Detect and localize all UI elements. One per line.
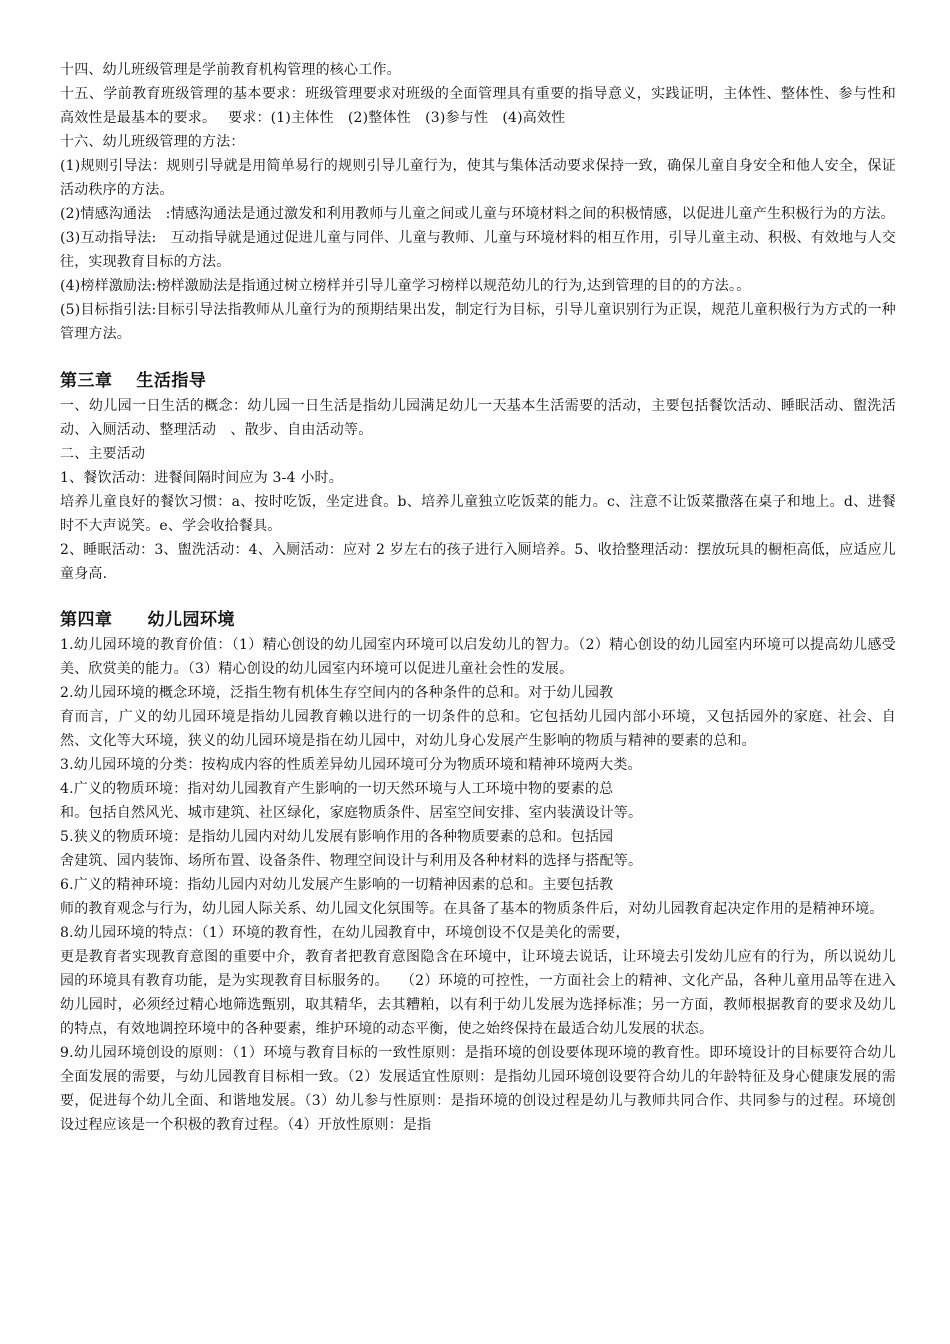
- paragraph: 6.广义的精神环境：指幼儿园内对幼儿发展产生影响的一切精神因素的总和。主要包括教: [60, 877, 614, 893]
- chapter-3-body: [60, 394, 896, 586]
- paragraph: 和。包括自然风光、城市建筑、社区绿化，家庭物质条件、居室空间安排、室内装潢设计等。: [60, 805, 643, 821]
- paragraph: 培养儿童良好的餐饮习惯：a、按时吃饭，坐定进食。b、培养儿童独立吃饭菜的能力。c、注意不让饭菜撒落在桌子和地上。d、进餐时不大声说笑。e、学会收拾餐具。: [60, 494, 896, 534]
- chapter-4-body: [60, 633, 896, 1137]
- paragraph: 更是教育者实现教育意图的重要中介，教育者把教育意图隐含在环境中，让环境去说话，让环境去引发幼儿应有的行为，所以说幼儿园的环境具有教育功能，是为实现教育目标服务的。 （2）环境的可控性，一方面社会上的精神、文化产品，各种儿童用品等在进入幼儿园时，必须经过精心地筛选甄别，取其精华，去其糟粕，以有利于幼儿发展为选择标准；另一方面，教师根据教育的要求及幼儿的特点，有效地调控环境中的各种要素，维护环境的动态平衡，使之始终保持在最适合幼儿发展的状态。: [60, 949, 896, 1037]
- paragraph: 8.幼儿园环境的特点：（1）环境的教育性，在幼儿园教育中，环境创设不仅是美化的需要，: [60, 925, 630, 941]
- paragraph: 5.狭义的物质环境：是指幼儿园内对幼儿发展有影响作用的各种物质要素的总和。包括园: [60, 829, 614, 845]
- section-top: [60, 58, 896, 346]
- chapter-3-title: 第三章 生活指导: [60, 371, 207, 391]
- paragraph: 一、幼儿园一日生活的概念：幼儿园一日生活是指幼儿园满足幼儿一天基本生活需要的活动，主要包括餐饮活动、睡眠活动、盥洗活动、入厕活动、整理活动 、散步、自由活动等。: [60, 398, 896, 438]
- paragraph: 3.幼儿园环境的分类：按构成内容的性质差异幼儿园环境可分为物质环境和精神环境两大类。: [60, 757, 642, 773]
- paragraph: 二、主要活动: [60, 446, 146, 462]
- paragraph: (1)规则引导法：规则引导就是用简单易行的规则引导儿童行为，使其与集体活动要求保持一致，确保儿童自身安全和他人安全，保证活动秩序的方法。: [60, 158, 896, 198]
- paragraph: 师的教育观念与行为，幼儿园人际关系、幼儿园文化氛围等。在具备了基本的物质条件后，对幼儿园教育起决定作用的是精神环境。: [60, 901, 884, 917]
- paragraph: 舍建筑、园内装饰、场所布置、设备条件、物理空间设计与利用及各种材料的选择与搭配等。: [60, 853, 643, 869]
- paragraph: 1、餐饮活动：进餐间隔时间应为 3-4 小时。: [60, 470, 343, 486]
- paragraph: 9.幼儿园环境创设的原则：（1）环境与教育目标的一致性原则：是指环境的创设要体现环境的教育性。即环境设计的目标要符合幼儿全面发展的需要，与幼儿园教育目标相一致。（2）发展适宜性原则：是指幼儿园环境创设要符合幼儿的年龄特征及身心健康发展的需要，促进每个幼儿全面、和谐地发展。（3）幼儿参与性原则：是指环境的创设过程是幼儿与教师共同合作、共同参与的过程。环境创设过程应该是一个积极的教育过程。（4）开放性原则：是指: [60, 1045, 896, 1133]
- paragraph: 2、睡眠活动：3、盥洗活动：4、入厕活动：应对 2 岁左右的孩子进行入厕培养。5、收拾整理活动：摆放玩具的橱柜高低，应适应儿童身高.: [60, 542, 896, 582]
- paragraph: (3)互动指导法: 互动指导就是通过促进儿童与同伴、儿童与教师、儿童与环境材料的相互作用，引导儿童主动、积极、有效地与人交往，实现教育目标的方法。: [60, 230, 896, 270]
- paragraph: (2)情感沟通法 :情感沟通法是通过激发和利用教师与儿童之间或儿童与环境材料之间的积极情感，以促进儿童产生积极行为的方法。: [60, 206, 895, 222]
- paragraph: 十六、幼儿班级管理的方法：: [60, 134, 245, 150]
- paragraph: 2.幼儿园环境的概念环境，泛指生物有机体生存空间内的各种条件的总和。对于幼儿园教: [60, 685, 614, 701]
- document-page: [60, 58, 896, 1137]
- paragraph: (5)目标指引法:目标引导法指教师从儿童行为的预期结果出发，制定行为目标，引导儿童识别行为正误，规范儿童积极行为方式的一种管理方法。: [60, 302, 896, 342]
- chapter-4-title: 第四章 幼儿园环境: [60, 610, 235, 630]
- paragraph: 育而言，广义的幼儿园环境是指幼儿园教育赖以进行的一切条件的总和。它包括幼儿园内部小环境，又包括园外的家庭、社会、自然、文化等大环境，狭义的幼儿园环境是指在幼儿园中，对幼儿身心发展产生影响的物质与精神的要素的总和。: [60, 709, 896, 749]
- paragraph: 十五、学前教育班级管理的基本要求：班级管理要求对班级的全面管理具有重要的指导意义，实践证明，主体性、整体性、参与性和高效性是最基本的要求。 要求：(1)主体性 (2)整体性 (3)参与性 (4)高效性: [60, 86, 896, 126]
- paragraph: (4)榜样激励法:榜样激励法是指通过树立榜样并引导儿童学习榜样以规范幼儿的行为,达到管理的目的的方法。。: [60, 278, 751, 294]
- paragraph: 4.广义的物质环境：指对幼儿园教育产生影响的一切天然环境与人工环境中物的要素的总: [60, 781, 614, 797]
- paragraph: 十四、幼儿班级管理是学前教育机构管理的核心工作。: [60, 62, 401, 78]
- paragraph: 1.幼儿园环境的教育价值：（1）精心创设的幼儿园室内环境可以启发幼儿的智力。（2）精心创设的幼儿园室内环境可以提高幼儿感受美、欣赏美的能力。（3）精心创设的幼儿园室内环境可以促进儿童社会性的发展。: [60, 637, 896, 677]
